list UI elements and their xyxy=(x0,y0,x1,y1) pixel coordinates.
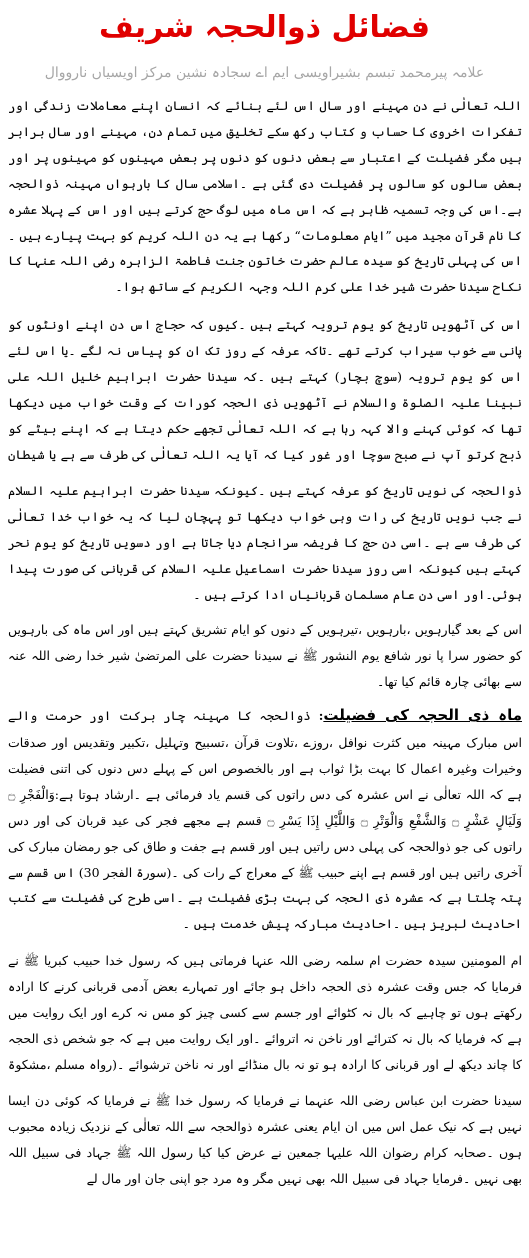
paragraph-arafah: ذوالحجہ کی نویں تاریخ کو عرفہ کہتے ہیں ۔کیونکہ سیدنا حضرت ابراہیم علیہ السلام نے جب نویں تاریخ کی رات وہی خواب دیکھا تو پہچان لیا کہ یہ خواب خدا تعالٰی کی طرف سے ہے ۔اسی دن حج کا فریضہ سرانجام دیا جاتا ہے اور دسویں تاریخ کو یوم نحر کہتے ہیں کیونکہ اسی روز سیدنا حضرت اسماعیل علیہ السلام کی قربانی کی صورت پیدا ہوئی۔اور اسی دن عام مسلمان قربانیاں ادا کرتے ہیں ۔ xyxy=(8,483,522,602)
paragraph-umm-salamah-hadith: ام المومنین سیدہ حضرت ام سلمہ رضی اللہ عنہا فرماتی ہیں کہ رسول خدا حبیب کبریا ﷺ نے فرمایا کہ جس وقت عشرہ ذی الحجہ داخل ہو جائے اور تمہارے بعض آدمی قربانی کرنے کا ارادہ رکھتے ہوں تو چاہیے کہ بال نہ کٹوائے اور جسم سے کسی چیز کو مس نہ کرے اور ایک روایت میں ہے کہ فرمایا کہ بال نہ کترائے اور ناخن نہ اتروائے ۔اور ایک روایت میں ہے کہ جو شخص ذی الحجہ کا چاند دیکھ لے اور قربانی کا ارادہ ہو تو نہ بال منڈائے اور نہ ناخن ترشوائے ۔(رواہ مسلم ،مشکوۃ xyxy=(8,953,522,1072)
paragraph-tashreeq: اس کے بعد گیارہویں ،بارہویں ،تیرہویں کے دنوں کو ایام تشریق کہتے ہیں اور اس ماہ کی بارہویں کو حضور سرا پا نور شافع یوم النشور ﷺ نے سیدنا حضرت علی المرتضیٰ شیر خدا رضی اللہ عنہ سے بھائی چارہ قائم کیا تھا۔ xyxy=(8,622,522,689)
author-line: علامہ پیرمحمد تبسم بشیراویسی ایم اے سجادہ نشین مرکز اویسیاں نارووال xyxy=(44,65,485,81)
paragraph-ibn-abbas-hadith: سیدنا حضرت ابن عباس رضی اللہ عنہما نے فرمایا کہ رسول خدا ﷺ نے فرمایا کہ کوئی دن ایسا نہیں ہے کہ نیک عمل اس میں ان ایام یعنی عشرہ ذوالحجہ سے اللہ تعالٰی کے نزدیک زیادہ محبوب ہوں ۔صحابہ کرام رضوان اللہ علیہا جمعین نے عرض کیا کیا رسول اللہ ﷺ جہاد فی سبیل اللہ بھی نہیں ۔فرمایا جہاد فی سبیل اللہ بھی نہیں مگر وہ مرد جو اپنی جان اور مال لے xyxy=(8,1093,522,1186)
article-title: فضائل ذوالحجہ شریف xyxy=(99,10,430,45)
section-heading: ماہ ذی الحجہ کی فضیلت xyxy=(323,706,522,724)
paragraph-tarwiyah: اس کی آٹھویں تاریخ کو یوم ترویہ کہتے ہیں ۔کیوں کہ حجاج اس دن اپنے اونٹوں کو پانی سے خوب سیراب کرتے تھے ۔تاکہ عرفہ کے روز تک ان کو پیاس نہ لگے ۔یا اس لئے اس کو یوم ترویہ (سوچ بچار) کہتے ہیں ۔کہ سیدنا حضرت ابراہیم خلیل اللہ علی نبینا علیہ الصلوۃ والسلام نے آٹھویں ذی الحجہ کورات کے وقت خواب میں دیکھا تھا کہ کوئی کہنے والا کہہ رہا ہے کہ اللہ تعالٰی تجھے حکم دیتا ہے کہ اپنے بیٹے کو ذبح کرتو آپ نے صبح سوچا اور غور کیا کہ آیا یہ اللہ تعالٰی کی طرف سے ہے یا شیطان xyxy=(8,317,522,462)
paragraph-intro: اللہ تعالٰی نے دن مہینے اور سال اس لئے بنائے کہ انسان اپنے معاملات زندگی اور تفکرات اخروی کا حساب و کتاب رکھ سکے تخلیق میں تمام دن، مہینے اور سال برابر ہیں مگر فضیلت کے اعتبار سے بعض دنوں کو دنوں پر بعض مہینوں کو مہینوں پر اور بعض سالوں کو سالوں پر فضیلت دی گئی ہے ۔اسلامی سال کا بارہواں مہینہ ذوالحجہ ہے۔اس کی وجہ تسمیہ ظاہر ہے کہ اس ماہ میں لوگ حج کرتے ہیں اور اس کے پہلا عشرہ کا نام قرآن مجید میں ”ایام معلومات“ رکھا ہے یہ دن اللہ کریم کو بہت پیارے ہیں ۔اس کی پہلی تاریخ کو سیدہ عالم حضرت خاتون جنت فاطمۃ الزاہرہ رضی اللہ عنہا کا نکاح سیدنا حضرت شیر خدا علی کرم اللہ وجہہ الکریم کے ساتھ ہوا۔ xyxy=(8,98,522,295)
section-heading-text: ذوالحجہ کا مہینہ چار برکت اور حرمت والے xyxy=(8,708,311,723)
section-heading-line: ماہ ذی الحجہ کی فضیلت: ذوالحجہ کا مہینہ چار برکت اور حرمت والے xyxy=(8,703,522,731)
paragraph-virtues: اس مبارک مہینہ میں کثرت نوافل ،روزے ،تلاوت قرآن ،تسبیح وتہلیل ،تکبیر وتقدیس اور صدقات وخیرات وغیرہ اعمال کا بہت بڑا ثواب ہے اور بالخصوص اس کے پہلے دس دنوں کی اتنی فضیلت ہے کہ اللہ تعالٰی نے اس عشرہ کی دس راتوں کی قسم یاد فرمائی ہے ۔ارشاد ہوتا ہے:وَالْفَجْرِ ۝ وَلَيَالٍ عَشْرٍ ۝ وَالشَّفْعِ وَالْوَتْرِ ۝ وَاللَّيْلِ إِذَا يَسْرِ ۝ قسم ہے مجھے فجر کی عید قربان کی اور دس راتوں کی جو ذوالحجہ کی پہلی دس راتیں ہیں اور قسم ہے جفت و طاق کی جو رمضان مبارک کی آخری راتیں ہیں اور قسم ہے اپنے حبیب ﷺ کے معراج کے رات کی ۔(سورۃ الفجر 30) اس قسم سے پتہ چلتا ہے کہ عشرہ ذی الحجہ کی بہت بڑی فضیلت ہے ۔اسی طرح کی فضیلت سے کتب احادیث لبریز ہیں ۔احادیث مبارکہ پیش خدمت ہیں ۔ xyxy=(8,735,522,932)
